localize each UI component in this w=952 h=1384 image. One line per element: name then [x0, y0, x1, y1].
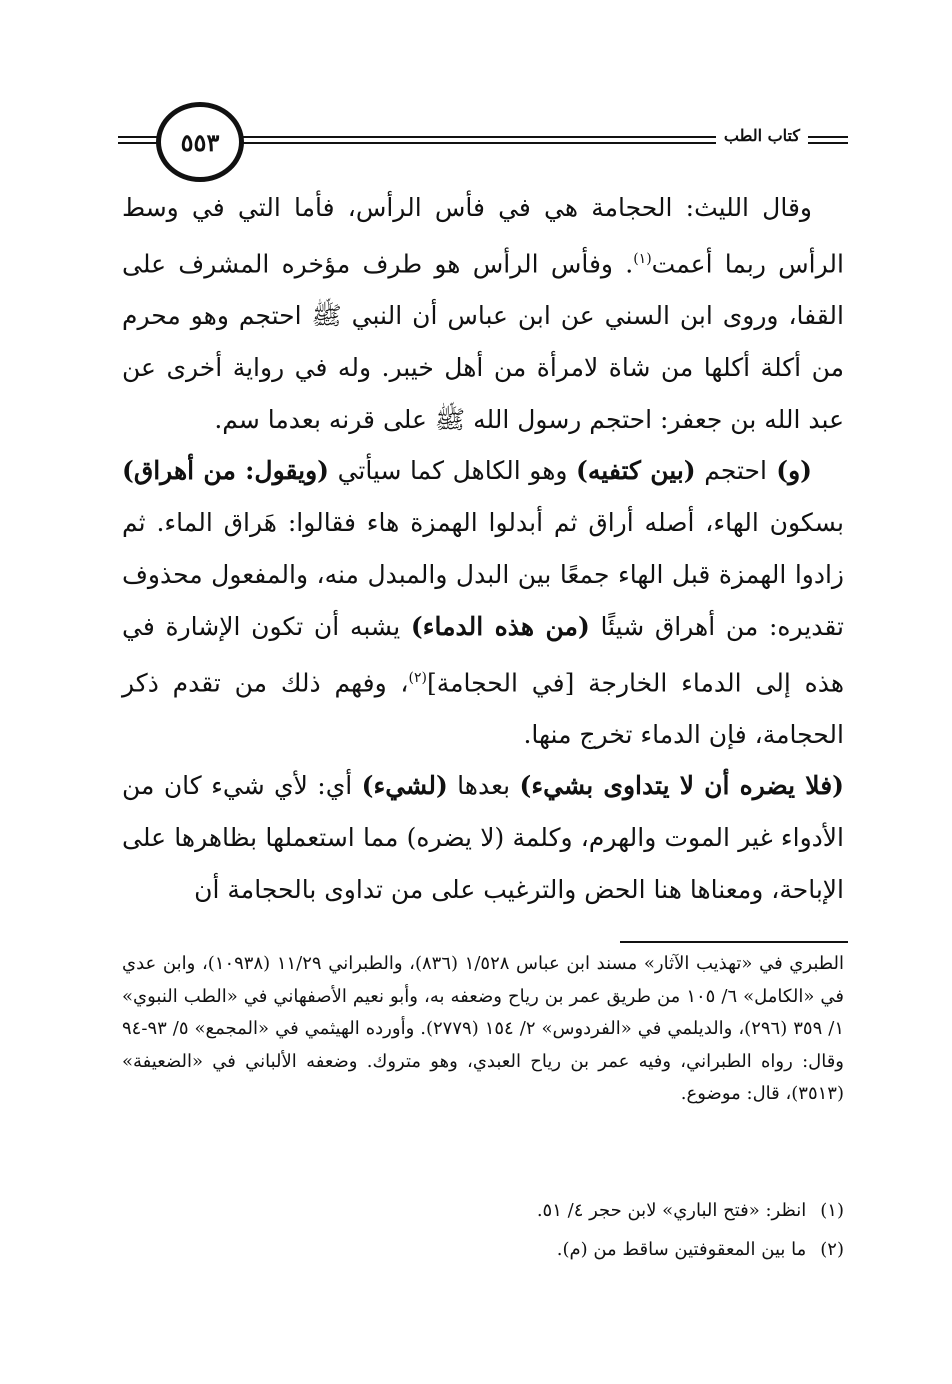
book-title: كتاب الطب — [716, 126, 808, 145]
text-run: . وفأس الرأس هو طرف مؤخره المشرف على القفا، وروى ابن السني عن ابن عباس أن النبي ﷺ احتجم وهو محرم من أكلة أكلها من شاة لامرأة من أهل خيبر. وله في رواية أخرى عن عبد الله بن جعفر: احتجم رسول الله ﷺ على قرنه بعدما سم. — [122, 249, 844, 434]
text-run: (من هذه الدماء) — [410, 611, 590, 641]
text-run: احتجم — [695, 456, 767, 486]
footnote — [122, 1200, 844, 1221]
page-number-text: ٥٥٣ — [180, 127, 220, 157]
text-run: بعدها — [447, 771, 520, 801]
text-run: وهو الكاهل كما سيأتي — [329, 456, 577, 486]
page-header — [118, 100, 848, 180]
text-run: (ويقول: من أهراق) — [122, 456, 329, 486]
footnote-number: (٢) — [820, 1239, 844, 1260]
footnote-text: ما بين المعقوفتين ساقط من (م). — [556, 1239, 807, 1260]
footnote-ref: (١) — [633, 250, 652, 267]
text-run: وقال الليث: الحجامة هي في فأس الرأس، فأما التي في وسط الرأس ربما أعمت — [122, 193, 844, 279]
footnote — [122, 1239, 844, 1260]
text-run: (و) — [766, 456, 813, 486]
footnote-continuation — [122, 948, 844, 1111]
text-run: (بين كتفيه) — [576, 456, 696, 486]
text-run: (لشيء) — [361, 771, 448, 801]
text-run: أي: لأي شيء كان من الأدواء غير الموت والهرم، وكلمة (لا يضره) مما استعملها بظاهرها على الإباحة، ومعناها هنا الحض والترغيب على من تداوى بالحجامة أن — [122, 771, 844, 905]
footnote-text: انظر: «فتح الباري» لابن حجر ٤/ ٥١. — [536, 1200, 807, 1221]
footnote-separator — [620, 941, 848, 943]
text-run: (فلا يضره أن لا يتداوى بشيء) — [519, 771, 844, 801]
text-run: بسكون الهاء، أصله أراق ثم أبدلوا الهمزة هاء فقالوا: هَراق الماء. ثم زادوا الهمزة قبل الهاء جمعًا بين البدل والمبدل منه، والمفعول محذوف تقديره: من أهراق شيئًا — [122, 508, 844, 641]
text-run: ، وفهم ذلك من تقدم ذكر الحجامة، فإن الدماء تخرج منها. — [122, 667, 844, 749]
footnote-list — [122, 1200, 844, 1278]
paragraph — [122, 760, 844, 915]
body-text — [122, 182, 844, 916]
footnote-ref: (٢) — [408, 669, 427, 686]
page-number — [156, 102, 244, 182]
footnote-text: الطبري في «تهذيب الآثار» مسند ابن عباس ١/٥٢٨ (٨٣٦)، والطبراني ١١/٢٩ (١٠٩٣٨)، وابن عدي في «الكامل» ٦/ ١٠٥ من طريق عمر بن رياح وضعفه به، وأبو نعيم الأصفهاني في «الطب النبوي» ١/ ٣٥٩ (٢٩٦)، والديلمي في «الفردوس» ٢/ ١٥٤ (٢٧٧٩). وأورده الهيثمي في «المجمع» ٥/ ٩٣-٩٤ وقال: رواه الطبراني، وفيه عمر بن رياح العبدي، وهو متروك. وضعفه الألباني في «الضعيفة» (٣٥١٣)، قال: موضوع. — [122, 953, 845, 1104]
footnote-number: (١) — [820, 1200, 844, 1221]
text-run: يشبه أن تكون الإشارة في هذه إلى الدماء الخارجة [في الحجامة] — [122, 611, 845, 697]
paragraph — [122, 182, 844, 445]
paragraph — [122, 445, 844, 760]
